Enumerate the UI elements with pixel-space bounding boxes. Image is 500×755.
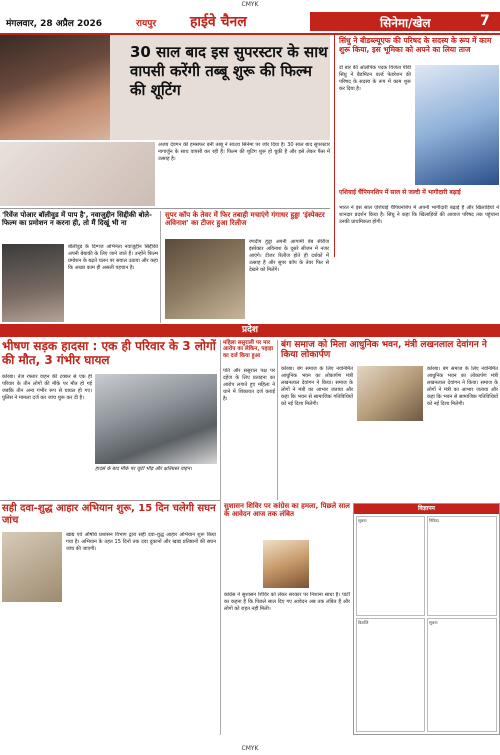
section-band (310, 12, 500, 31)
sindhu-story (334, 35, 500, 257)
accident-headline: भीषण सड़क हादसा : एक ही परिवार के 3 लोगों की मौत, 3 गंभीर घायल (2, 339, 216, 367)
channel-name: हाईवे चैनल (190, 14, 247, 30)
accident-photo (95, 374, 217, 464)
sindhu-subhead: एशियाई चैंपियनशिप में साल से जल्दी में भागीदारी बढ़ाई (339, 189, 461, 196)
ad-cell: सूचना (356, 516, 425, 616)
ad-cell: निविदा (427, 516, 497, 616)
hero-story (0, 35, 330, 140)
sindhu-body: दो बार की ओलंपिक पदक विजेता पीवी सिंधु ने बैडमिंटन वर्ल्ड फेडरेशन की परिषद के सदस्य के रूप में काम शुरू कर दिया है। (339, 65, 411, 92)
pradesh-section-band: प्रदेश (0, 324, 500, 337)
bride-body: पति और ससुराल पक्ष पर दहेज के लिए प्रताड़ना का आरोप लगाते हुए महिला ने थाने में शिकायत दर्ज कराई है। (223, 368, 275, 402)
ad-cell: विज्ञप्ति (356, 618, 425, 732)
sindhu-headline: सिंधु ने बीडब्ल्यूएफ की परिषद के सदस्य के रूप में काम शुरू किया, इस भूमिका को अपने का लिया ताज (339, 36, 492, 54)
accident-body: कोरबा। तेज रफ्तार वाहन की टक्कर से एक ही परिवार के तीन लोगों की मौके पर मौत हो गई जबकि तीन अन्य गंभीर रूप से घायल हो गए। पुलिस ने मामला दर्ज कर जांच शुरू कर दी है। (2, 374, 92, 401)
ad-cell: सूचना (427, 618, 497, 732)
divider (0, 500, 220, 501)
sindhu-photo (415, 65, 499, 185)
hero-photo (0, 35, 110, 140)
congress-story (220, 500, 351, 735)
gangadhar-photo (165, 239, 245, 319)
bang-body: कोरबा। बंग समाज के लिए नवनिर्मित आधुनिक भवन का लोकार्पण मंत्री लखनलाल देवांगन ने किया। समाज के लोगों ने मंत्री का आभार जताया और कहा कि भवन से सामाजिक गतिविधियों को नई दिशा मिलेगी। (281, 366, 353, 407)
bride-story (220, 340, 278, 500)
congress-body: कांग्रेस ने सुशासन शिविर को लेकर सरकार पर निशाना साधा है। पार्टी का कहना है कि पिछले साल दिए गए आवेदन अब तक लंबित हैं और लोगों को राहत नहीं मिली। (224, 592, 350, 612)
section-title: सिनेमा/खेल (380, 16, 431, 30)
hero-headline: 30 साल बाद इस सुपरस्टार के साथ वापसी करेंगी तब्बू शुरू की फिल्म की शूटिंग (130, 43, 328, 99)
accident-caption: हादसे के बाद मौके पर जुटी भीड़ और क्षतिग्रस्त वाहन। (95, 466, 192, 472)
masthead (0, 10, 500, 35)
diet-photo (2, 532, 62, 602)
gangadhar-body: रणदीप हुड्डा अपनी आगामी वेब सीरीज इंस्पेक्टर अविनाश के दूसरे सीजन में नजर आएंगे। टीजर रिलीज होते ही दर्शकों में उत्साह है और सुपर कॉप के तेवर फिर से देखने को मिलेंगे। (249, 239, 329, 273)
top-cmyk-mark: CMYK (241, 1, 259, 8)
bang-headline: बंग समाज को मिला आधुनिक भवन, मंत्री लखनलाल देवांगन ने किया लोकार्पण (281, 340, 487, 361)
gangadhar-headline: सुपर कॉप के तेवर में फिर तबाही मचाएंगे गंगाधर हुड्डा 'इंस्पेक्टर अविनाश' का टीजर हुआ रिलीज (165, 211, 325, 228)
diet-body: खाद्य एवं औषधि प्रशासन विभाग द्वारा सही दवा-शुद्ध आहार अभियान शुरू किया गया है। अभियान के तहत 15 दिनों तक दवा दुकानों और खाद्य प्रतिष्ठानों की सघन जांच की जाएगी। (66, 532, 216, 552)
page-number: 7 (480, 13, 490, 29)
sindhu-subbody: भारत ने इस साल एशियाई चैंपियनशिप में अपनी भागीदारी बढ़ाई है और खिलाड़ियों ने शानदार प्रदर्शन किया है। सिंधु ने कहा कि खिलाड़ियों की आवाज परिषद तक पहुंचाना उनकी प्राथमिकता होगी। (339, 205, 499, 225)
gangadhar-story (160, 211, 331, 323)
classified-ads (353, 503, 500, 735)
bang-body-2: कोरबा। बंग समाज के लिए नवनिर्मित आधुनिक भवन का लोकार्पण मंत्री लखनलाल देवांगन ने किया। समाज के लोगों ने मंत्री का आभार जताया और कहा कि भवन से सामाजिक गतिविधियों को नई दिशा मिलेगी। (427, 366, 498, 407)
bang-photo (357, 366, 423, 421)
nawaz-headline: 'रिवेंज पोआर बॉलीवुड में पाप है', नवाजुद्दीन सिद्दीकी बोले- फिल्म का प्रमोशन न करना ही, तो मैं दिखूं भी ना (2, 211, 152, 228)
hero-body: अजय देवगन की हमसफर बनी तब्बू ने साउथ सिनेमा पर जोर दिया है। 30 साल बाद सुपरस्टार नागार्जुन के साथ वापसी कर रही हैं। फिल्म की शूटिंग शुरू हो चुकी है और इसे लेकर फैंस में उत्साह है। (158, 142, 330, 162)
issue-date: मंगलवार, 28 अप्रैल 2026 (6, 19, 103, 29)
ads-label: विज्ञापन (354, 504, 499, 514)
congress-photo (263, 540, 309, 588)
nawaz-photo (2, 244, 64, 322)
nawaz-body: बॉलीवुड के दिग्गज अभिनेता नवाजुद्दीन सिद्दीकी अपनी बेबाकी के लिए जाने जाते हैं। उन्होंने फिल्म प्रमोशन के बढ़ते चलन पर सवाल उठाया और कहा कि अच्छा काम ही असली पहचान है। (68, 244, 158, 271)
diet-headline: सही दवा-शुद्ध आहार अभियान शुरू, 15 दिन चलेगी सघन जांच (2, 503, 216, 526)
divider (0, 208, 330, 209)
bang-samaj-story (279, 340, 500, 500)
bottom-cmyk-mark: CMYK (241, 745, 259, 752)
edition-city: रायपुर (136, 19, 157, 29)
bride-headline: महिला ससुराली पर मार आरोप का लेकिन, पहाड़ा का दर्ज किया हुआ (223, 340, 274, 359)
hero-lower-photo (0, 142, 155, 206)
congress-headline: सुशासन शिविर पर कांग्रेस का हमला, पिछले साल के आवेदन आज तक लंबित (224, 502, 350, 519)
